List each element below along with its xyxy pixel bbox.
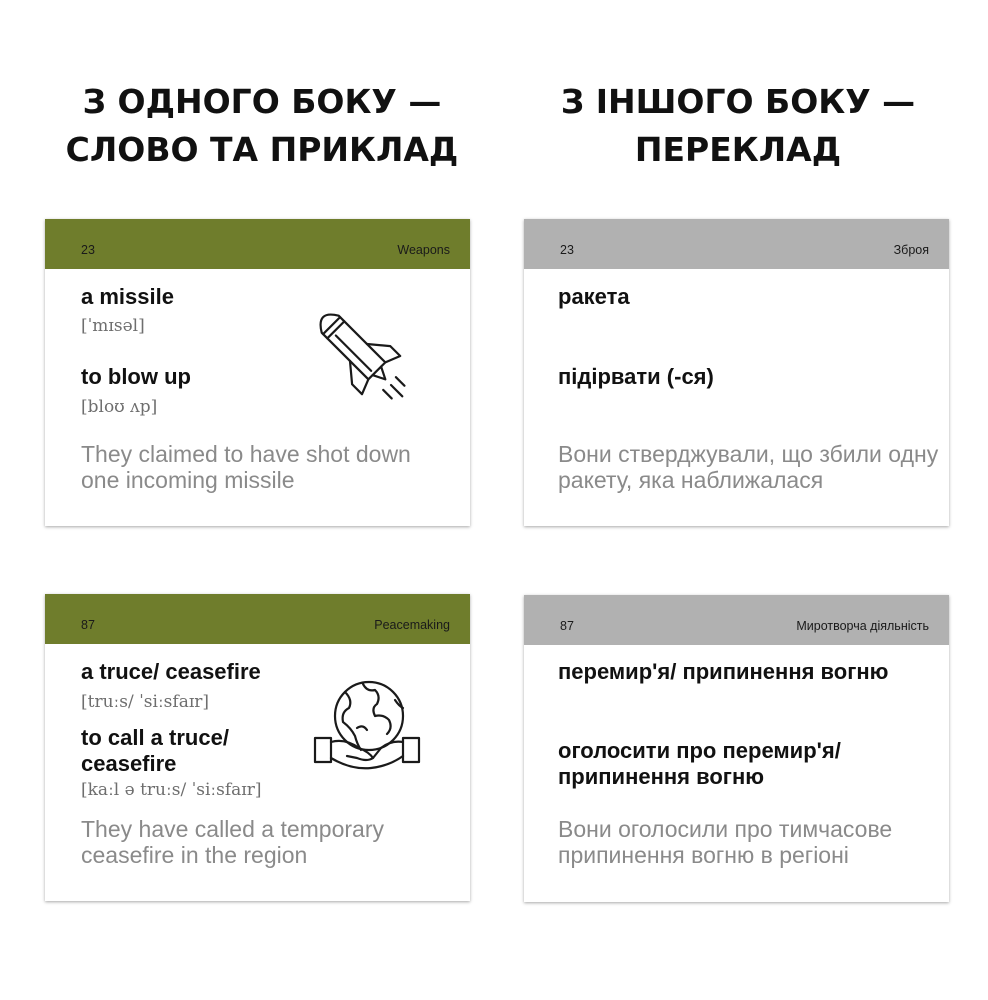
- globe-in-hands-icon: [311, 678, 423, 778]
- card-number: 23: [81, 243, 95, 257]
- term-phrase-line1: to call a truce/: [81, 725, 229, 750]
- term-word: a missile: [81, 284, 174, 309]
- term-translation: ракета: [558, 284, 630, 309]
- card-category: Peacemaking: [374, 618, 450, 632]
- card-number: 87: [560, 619, 574, 633]
- phrase-translation: підірвати (-ся): [558, 364, 714, 389]
- phrase-translation-line2: припинення вогню: [558, 764, 765, 789]
- flashcard-front-missile: [45, 219, 470, 526]
- example-translation: Вони оголосили про тимчасове припинення вогню в регіоні: [558, 816, 893, 868]
- heading-left: [42, 78, 482, 174]
- term-phrase: to blow up: [81, 364, 191, 389]
- phrase-translation-line1: оголосити про перемир'я/: [558, 738, 841, 763]
- flashcard-front-truce: [45, 594, 470, 901]
- term-phrase-line2: ceasefire: [81, 751, 177, 776]
- heading-right-line1: З ІНШОГО БОКУ —: [560, 82, 916, 121]
- term-translation: перемир'я/ припинення вогню: [558, 659, 889, 684]
- flashcard-back-truce: [524, 595, 949, 902]
- term-transcription: [truːs/ ˈsiːsfaɪr]: [81, 692, 210, 712]
- card-header-band: [524, 219, 949, 269]
- heading-left-line1: З ОДНОГО БОКУ —: [82, 82, 442, 121]
- card-category: Зброя: [893, 243, 929, 257]
- phrase-transcription: [kaːl ə truːs/ ˈsiːsfaɪr]: [81, 780, 262, 800]
- card-number: 87: [81, 618, 95, 632]
- card-header-band: [45, 219, 470, 269]
- heading-right: [518, 78, 958, 174]
- heading-left-line2: СЛОВО ТА ПРИКЛАД: [65, 130, 459, 169]
- phrase-transcription: [bloʊ ʌp]: [81, 397, 158, 417]
- missile-icon: [303, 297, 421, 415]
- card-header-band: [45, 594, 470, 644]
- card-category: Weapons: [397, 243, 450, 257]
- card-category: Миротворча діяльність: [796, 619, 929, 633]
- example-sentence: They claimed to have shot down one incoming missile: [81, 441, 411, 493]
- example-sentence: They have called a temporary ceasefire in the region: [81, 816, 384, 868]
- example-translation: Вони стверджували, що збили одну ракету, яка наближалася: [558, 441, 939, 493]
- heading-right-line2: ПЕРЕКЛАД: [634, 130, 842, 169]
- card-number: 23: [560, 243, 574, 257]
- term-word: a truce/ ceasefire: [81, 659, 261, 684]
- flashcard-back-missile: [524, 219, 949, 526]
- term-transcription: [ˈmɪsəl]: [81, 316, 145, 336]
- card-header-band: [524, 595, 949, 645]
